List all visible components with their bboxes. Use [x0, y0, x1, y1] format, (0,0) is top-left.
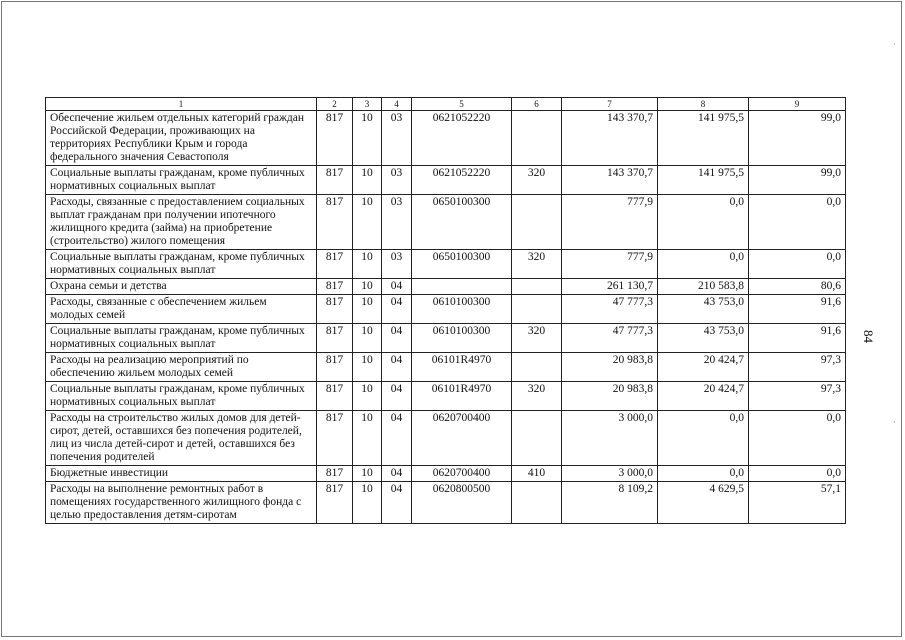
- table-row: [46, 482, 846, 524]
- planned-cell: 777,9: [562, 195, 658, 250]
- section-cell: 10: [353, 250, 382, 279]
- percent-cell: 0,0: [749, 250, 846, 279]
- ministry-code-cell: 817: [317, 166, 353, 195]
- ministry-code-cell: 817: [317, 482, 353, 524]
- executed-cell: 141 975,5: [658, 166, 749, 195]
- table-row: [46, 324, 846, 353]
- table-row: [46, 353, 846, 382]
- target-article-cell: 0650100300: [412, 250, 512, 279]
- target-article-cell: 0621052220: [412, 166, 512, 195]
- subsection-cell: 04: [382, 382, 412, 411]
- executed-cell: 141 975,5: [658, 111, 749, 166]
- name-cell: Обеспечение жильем отдельных категорий граждан Российской Федерации, проживающих на территориях Республики Крым и города федерального значения Севастополя: [46, 111, 317, 166]
- percent-cell: 99,0: [749, 111, 846, 166]
- subsection-cell: 04: [382, 279, 412, 295]
- percent-cell: 57,1: [749, 482, 846, 524]
- column-header-5: 5: [412, 98, 512, 111]
- planned-cell: 20 983,8: [562, 353, 658, 382]
- percent-cell: 0,0: [749, 195, 846, 250]
- expense-type-cell: [512, 111, 562, 166]
- executed-cell: 43 753,0: [658, 324, 749, 353]
- percent-cell: 97,3: [749, 382, 846, 411]
- subsection-cell: 04: [382, 411, 412, 466]
- table-row: [46, 411, 846, 466]
- planned-cell: 3 000,0: [562, 411, 658, 466]
- planned-cell: 8 109,2: [562, 482, 658, 524]
- name-cell: Социальные выплаты гражданам, кроме публичных нормативных социальных выплат: [46, 382, 317, 411]
- column-header-7: 7: [562, 98, 658, 111]
- planned-cell: 143 370,7: [562, 111, 658, 166]
- executed-cell: 43 753,0: [658, 295, 749, 324]
- name-cell: Расходы на строительство жилых домов для детей-сирот, детей, оставшихся без попечения родителей, лиц из числа детей-сирот и детей, оставшихся без попечения родителей: [46, 411, 317, 466]
- ministry-code-cell: 817: [317, 411, 353, 466]
- subsection-cell: 03: [382, 195, 412, 250]
- planned-cell: 3 000,0: [562, 466, 658, 482]
- table-header-row: [46, 98, 846, 111]
- subsection-cell: 03: [382, 250, 412, 279]
- percent-cell: 97,3: [749, 353, 846, 382]
- target-article-cell: 0620700400: [412, 466, 512, 482]
- executed-cell: 0,0: [658, 466, 749, 482]
- planned-cell: 47 777,3: [562, 295, 658, 324]
- name-cell: Социальные выплаты гражданам, кроме публичных нормативных социальных выплат: [46, 166, 317, 195]
- scan-mark: ·: [893, 418, 896, 427]
- table-row: [46, 195, 846, 250]
- table-row: [46, 279, 846, 295]
- table-body: [46, 111, 846, 524]
- executed-cell: 4 629,5: [658, 482, 749, 524]
- percent-cell: 80,6: [749, 279, 846, 295]
- expense-type-cell: [512, 195, 562, 250]
- ministry-code-cell: 817: [317, 466, 353, 482]
- ministry-code-cell: 817: [317, 295, 353, 324]
- expense-type-cell: [512, 295, 562, 324]
- subsection-cell: 04: [382, 295, 412, 324]
- table-row: [46, 466, 846, 482]
- budget-table: [45, 97, 846, 524]
- column-header-2: 2: [317, 98, 353, 111]
- ministry-code-cell: 817: [317, 250, 353, 279]
- expense-type-cell: 320: [512, 324, 562, 353]
- name-cell: Охрана семьи и детства: [46, 279, 317, 295]
- ministry-code-cell: 817: [317, 324, 353, 353]
- section-cell: 10: [353, 111, 382, 166]
- target-article-cell: [412, 279, 512, 295]
- percent-cell: 91,6: [749, 324, 846, 353]
- section-cell: 10: [353, 482, 382, 524]
- target-article-cell: 0620800500: [412, 482, 512, 524]
- percent-cell: 0,0: [749, 411, 846, 466]
- subsection-cell: 03: [382, 111, 412, 166]
- planned-cell: 777,9: [562, 250, 658, 279]
- expense-type-cell: 320: [512, 382, 562, 411]
- column-header-3: 3: [353, 98, 382, 111]
- executed-cell: 0,0: [658, 411, 749, 466]
- ministry-code-cell: 817: [317, 353, 353, 382]
- planned-cell: 143 370,7: [562, 166, 658, 195]
- section-cell: 10: [353, 295, 382, 324]
- section-cell: 10: [353, 195, 382, 250]
- table-row: [46, 382, 846, 411]
- executed-cell: 210 583,8: [658, 279, 749, 295]
- expense-type-cell: 320: [512, 166, 562, 195]
- table-row: [46, 111, 846, 166]
- percent-cell: 99,0: [749, 166, 846, 195]
- section-cell: 10: [353, 382, 382, 411]
- target-article-cell: 0650100300: [412, 195, 512, 250]
- planned-cell: 47 777,3: [562, 324, 658, 353]
- ministry-code-cell: 817: [317, 111, 353, 166]
- executed-cell: 20 424,7: [658, 353, 749, 382]
- executed-cell: 0,0: [658, 195, 749, 250]
- name-cell: Социальные выплаты гражданам, кроме публичных нормативных социальных выплат: [46, 324, 317, 353]
- table-row: [46, 250, 846, 279]
- subsection-cell: 04: [382, 324, 412, 353]
- subsection-cell: 04: [382, 466, 412, 482]
- subsection-cell: 04: [382, 482, 412, 524]
- executed-cell: 20 424,7: [658, 382, 749, 411]
- expense-type-cell: 320: [512, 250, 562, 279]
- name-cell: Бюджетные инвестиции: [46, 466, 317, 482]
- target-article-cell: 0621052220: [412, 111, 512, 166]
- section-cell: 10: [353, 279, 382, 295]
- page-number: 84: [861, 330, 876, 343]
- planned-cell: 20 983,8: [562, 382, 658, 411]
- expense-type-cell: [512, 353, 562, 382]
- expense-type-cell: [512, 279, 562, 295]
- target-article-cell: 06101R4970: [412, 353, 512, 382]
- executed-cell: 0,0: [658, 250, 749, 279]
- name-cell: Расходы, связанные с предоставлением социальных выплат гражданам при получении ипотечного жилищного кредита (займа) на приобретение (строительство) жилого помещения: [46, 195, 317, 250]
- planned-cell: 261 130,7: [562, 279, 658, 295]
- section-cell: 10: [353, 324, 382, 353]
- column-header-9: 9: [749, 98, 846, 111]
- target-article-cell: 0620700400: [412, 411, 512, 466]
- name-cell: Расходы на реализацию мероприятий по обеспечению жильем молодых семей: [46, 353, 317, 382]
- subsection-cell: 04: [382, 353, 412, 382]
- section-cell: 10: [353, 353, 382, 382]
- expense-type-cell: [512, 482, 562, 524]
- table-row: [46, 295, 846, 324]
- percent-cell: 0,0: [749, 466, 846, 482]
- section-cell: 10: [353, 466, 382, 482]
- section-cell: 10: [353, 166, 382, 195]
- expense-type-cell: 410: [512, 466, 562, 482]
- target-article-cell: 0610100300: [412, 295, 512, 324]
- ministry-code-cell: 817: [317, 195, 353, 250]
- table-row: [46, 166, 846, 195]
- name-cell: Расходы на выполнение ремонтных работ в помещениях государственного жилищного фонда с целью предоставления детям-сиротам: [46, 482, 317, 524]
- name-cell: Расходы, связанные с обеспечением жильем молодых семей: [46, 295, 317, 324]
- percent-cell: 91,6: [749, 295, 846, 324]
- target-article-cell: 0610100300: [412, 324, 512, 353]
- column-header-1: 1: [46, 98, 317, 111]
- subsection-cell: 03: [382, 166, 412, 195]
- name-cell: Социальные выплаты гражданам, кроме публичных нормативных социальных выплат: [46, 250, 317, 279]
- section-cell: 10: [353, 411, 382, 466]
- column-header-4: 4: [382, 98, 412, 111]
- target-article-cell: 06101R4970: [412, 382, 512, 411]
- ministry-code-cell: 817: [317, 382, 353, 411]
- column-header-6: 6: [512, 98, 562, 111]
- expense-type-cell: [512, 411, 562, 466]
- ministry-code-cell: 817: [317, 279, 353, 295]
- column-header-8: 8: [658, 98, 749, 111]
- scan-mark: ·: [893, 40, 896, 49]
